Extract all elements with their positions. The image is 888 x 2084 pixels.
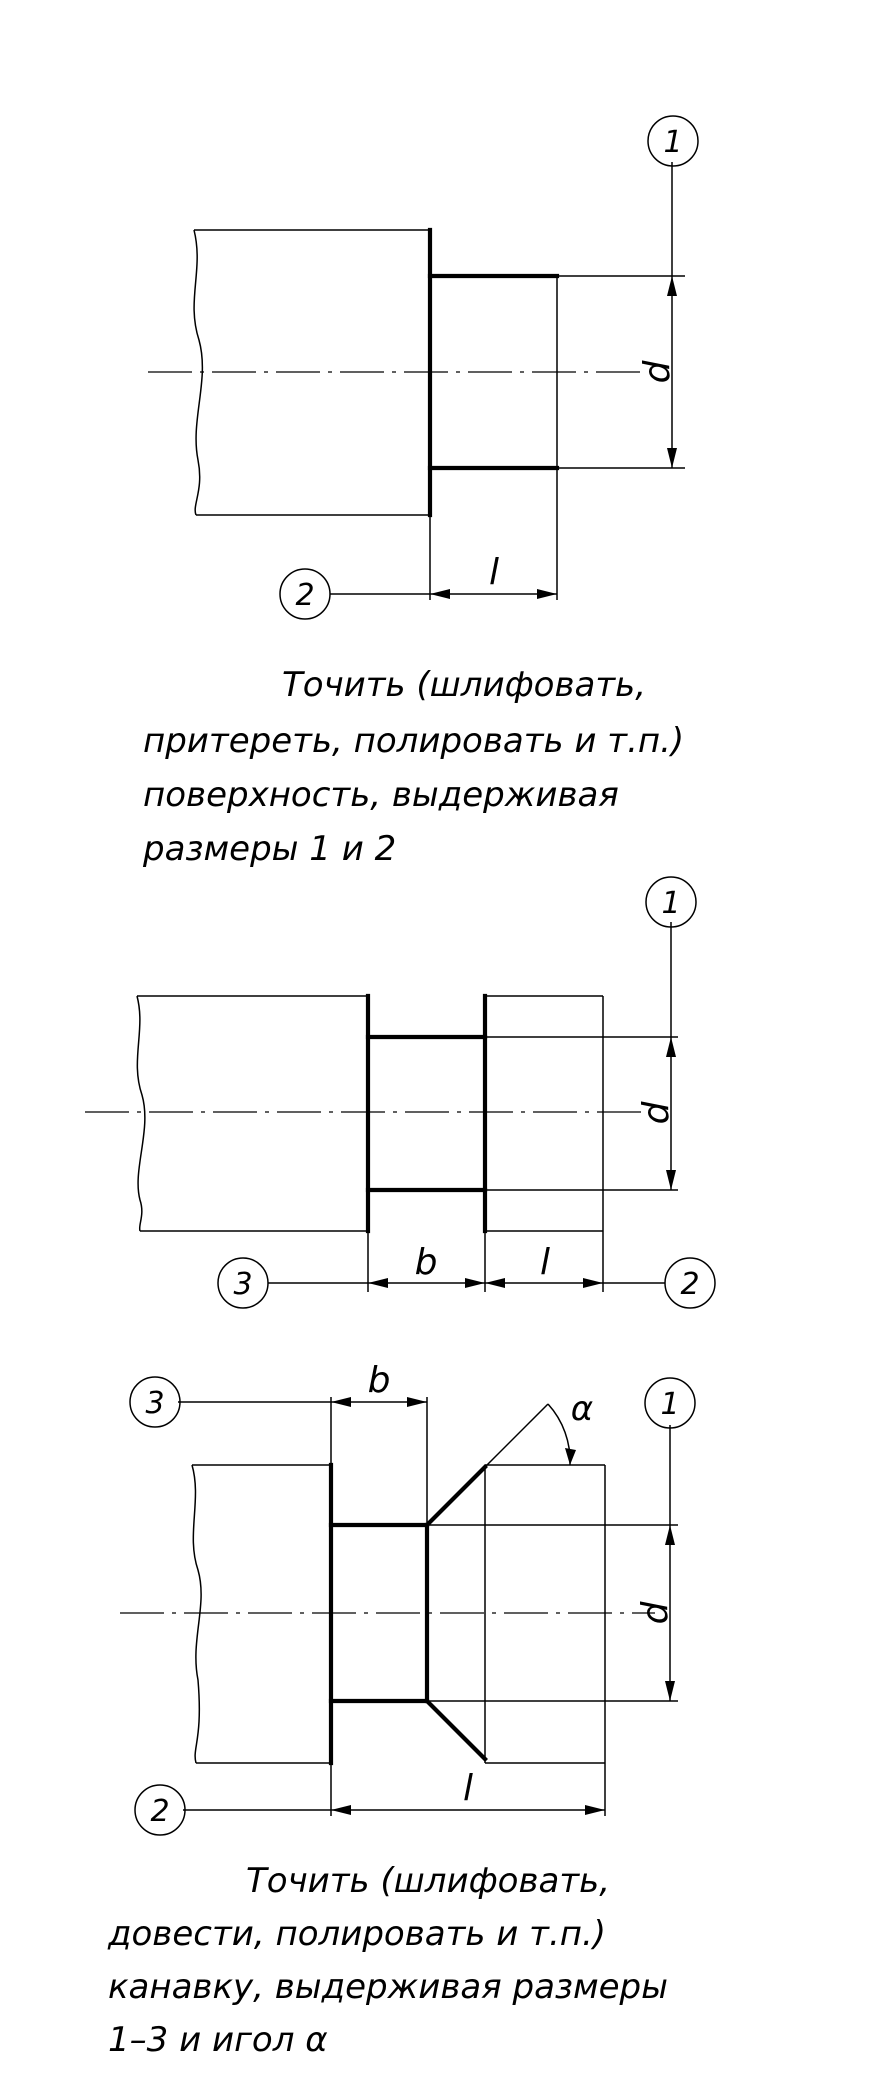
arrowhead xyxy=(465,1278,485,1288)
angle-arc xyxy=(548,1404,570,1465)
shaft-break-line xyxy=(192,1465,201,1763)
caption-line: притереть, полировать и т.п.) xyxy=(143,721,685,761)
callout-number-3: 3 xyxy=(145,1386,165,1421)
caption-line: канавку, выдерживая размеры xyxy=(108,1967,668,2007)
chamfer-bottom xyxy=(427,1701,485,1759)
arrowhead xyxy=(667,276,677,296)
callout-number-2: 2 xyxy=(680,1267,700,1302)
arrowhead xyxy=(583,1278,603,1288)
arrowhead xyxy=(585,1805,605,1815)
dimension-label-l: l xyxy=(488,552,500,593)
arrowhead xyxy=(485,1278,505,1288)
dimension-label-d: d xyxy=(635,1601,676,1625)
callout-number-2: 2 xyxy=(295,578,315,613)
arrowhead xyxy=(407,1397,427,1407)
callout-number-1: 1 xyxy=(661,886,681,921)
figure-1-shaft-step xyxy=(148,116,698,619)
arrowhead xyxy=(666,1170,676,1190)
callout-number-1: 1 xyxy=(660,1387,680,1422)
dimension-label-b: b xyxy=(414,1242,438,1283)
figure-2-shaft-groove xyxy=(85,877,715,1308)
arrowhead xyxy=(368,1278,388,1288)
callout-number-2: 2 xyxy=(150,1794,170,1829)
caption-line: Точить (шлифовать, xyxy=(282,665,647,705)
dimension-label-d: d xyxy=(636,1101,677,1125)
arrowhead xyxy=(665,1525,675,1545)
arrowhead xyxy=(565,1448,576,1465)
arrowhead xyxy=(331,1805,351,1815)
caption-line: поверхность, выдерживая xyxy=(143,775,619,815)
arrowhead xyxy=(665,1681,675,1701)
chamfer-top xyxy=(427,1467,485,1525)
arrowhead xyxy=(331,1397,351,1407)
callout-number-1: 1 xyxy=(663,125,683,160)
caption-line: Точить (шлифовать, xyxy=(246,1861,611,1901)
angle-label-alpha: α xyxy=(570,1389,594,1429)
caption-2 xyxy=(107,1861,668,2060)
shaft-break-line xyxy=(137,996,145,1231)
arrowhead xyxy=(537,589,557,599)
caption-1 xyxy=(142,665,684,869)
callout-number-3: 3 xyxy=(233,1267,253,1302)
caption-line: размеры 1 и 2 xyxy=(143,829,397,869)
arrowhead xyxy=(666,1037,676,1057)
arrowhead xyxy=(667,448,677,468)
chamfer-extension-line xyxy=(485,1404,548,1467)
dimension-label-l: l xyxy=(539,1242,551,1283)
dimension-label-d: d xyxy=(637,360,678,384)
caption-line: довести, полировать и т.п.) xyxy=(108,1914,607,1954)
dimension-label-l: l xyxy=(462,1768,474,1809)
arrowhead xyxy=(430,589,450,599)
caption-line: 1–3 и игол α xyxy=(108,2020,328,2060)
figure-3-groove-with-chamfer xyxy=(120,1360,695,1835)
dimension-label-b: b xyxy=(367,1360,391,1401)
